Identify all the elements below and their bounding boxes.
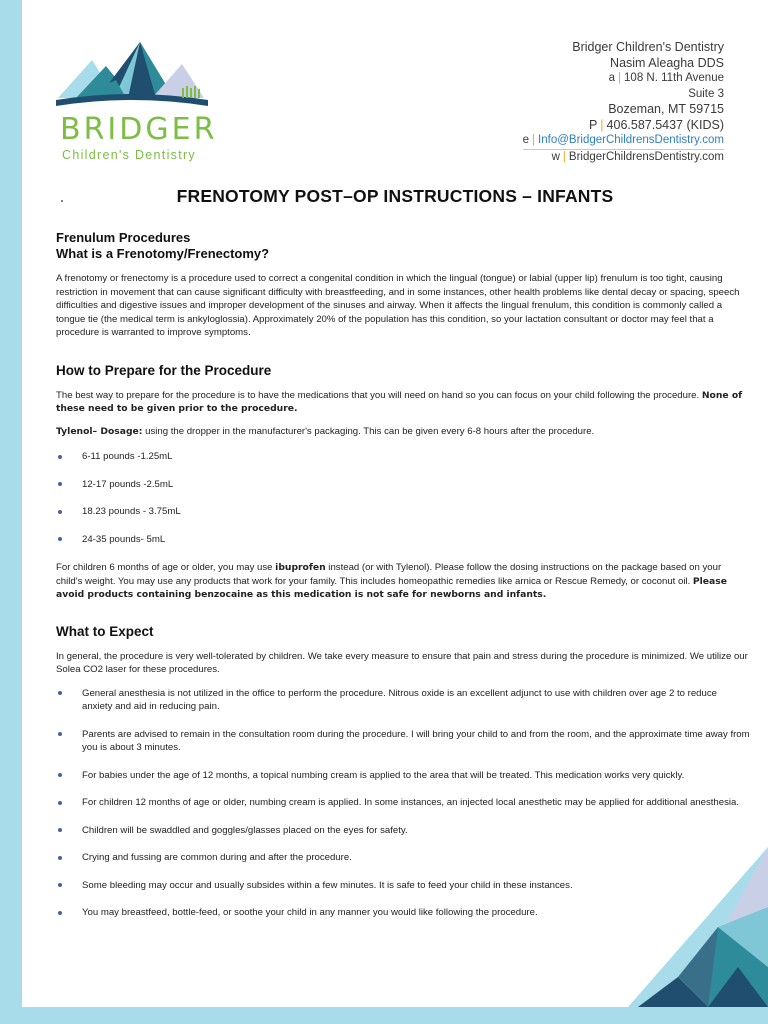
contact-block [523, 40, 724, 165]
phone-number: 406.587.5437 (KIDS) [606, 117, 724, 132]
section-heading-expect: What to Expect [56, 623, 154, 639]
list-item: Children will be swaddled and goggles/glasses placed on the eyes for safety. [56, 824, 750, 838]
doctor-name: Nasim Aleagha DDS [610, 55, 724, 70]
list-item: 24-35 pounds- 5mL [56, 533, 750, 547]
list-item: Some bleeding may occur and usually subsides within a few minutes. It is safe to feed your child in these instances. [56, 879, 750, 893]
list-item: General anesthesia is not utilized in the office to perform the procedure. Nitrous oxide is an excellent adjunct to use with children over age 2 to reduce anxiety and aid in reducing pain. [56, 687, 750, 714]
address-street: 108 N. 11th Avenue [624, 72, 724, 84]
tylenol-text: using the dropper in the manufacturer's packaging. This can be given every 6-8 hours after the procedure. [142, 425, 595, 437]
website-link[interactable]: BridgerChildrensDentistry.com [568, 150, 724, 163]
tylenol-paragraph [56, 425, 750, 439]
list-item: 18.23 pounds - 3.75mL [56, 505, 750, 519]
mountain-decoration-icon [618, 847, 768, 1007]
frenulum-paragraph: A frenotomy or frenectomy is a procedure used to correct a congenital condition in which the lingual (tongue) or labial (upper lip) frenulum is too tight, causing restriction in movement that can cause significant difficulty with breastfeeding, and in some instances, other health problems like dental decay or spacing, speech difficulties and digestive issues and improper development of the sinuses and airway. When it affects the lingual frenulum, this condition is commonly called a tongue tie (the medical term is ankyloglossia). Approximately 20% of the population has this condition, so your lactation consultant or doctor may feel that a procedure is warranted to improve symptoms. [56, 273, 740, 338]
ibuprofen-text-post: instead (or with Tylenol). Please follow the dosing instructions on the package based on your child's weight. You may use any products that work for your family. This includes homeopathic remedies like arnica or Rescue Remedy, or coconut oil. [56, 562, 722, 587]
separator-icon: | [600, 117, 604, 132]
benzocaine-warning: Please avoid products containing benzocaine as this medication is not safe for newborns and infants. [56, 575, 727, 600]
section-heading-frenulum: Frenulum Procedures [56, 230, 191, 245]
list-item: 6-11 pounds -1.25mL [56, 450, 750, 464]
separator-icon: | [532, 134, 536, 146]
phone-prefix: P [588, 117, 598, 132]
list-item: You may breastfeed, bottle-feed, or soothe your child in any manner you would like following the procedure. [56, 906, 750, 920]
dosage-list [56, 450, 750, 546]
prepare-warning: None of these need to be given prior to the procedure. [56, 389, 743, 414]
document-page [22, 0, 768, 1007]
brand-name: BRIDGER [60, 112, 218, 147]
email-link[interactable]: Info@BridgerChildrensDentistry.com [538, 134, 724, 146]
list-item: 12-17 pounds -2.5mL [56, 478, 750, 492]
separator-icon: | [562, 150, 566, 163]
address-city: Bozeman, MT 59715 [608, 102, 724, 116]
list-item: For children 12 months of age or older, numbing cream is applied. In some instances, an injected local anesthetic may be applied for additional anesthesia. [56, 796, 750, 810]
prepare-text: The best way to prepare for the procedure is to have the medications that you will need on hand so you can focus on your child following the procedure. [56, 389, 702, 401]
ibuprofen-text-pre: For children 6 months of age or older, you may use [56, 562, 276, 573]
brand-subtitle: Children's Dentistry [62, 148, 196, 162]
prepare-paragraph [56, 389, 750, 416]
section-heading-prepare: How to Prepare for the Procedure [56, 362, 272, 378]
list-item: Parents are advised to remain in the consultation room during the procedure. I will bring your child to and from the room, and the approximate time away from you is about 3 minutes. [56, 728, 750, 755]
separator-icon: | [618, 72, 622, 84]
address-suite: Suite 3 [688, 87, 724, 100]
expect-intro: In general, the procedure is very well-tolerated by children. We take every measure to ensure that pain and stress during the procedure is minimized. We utilize our Solea CO2 laser for these procedures. [56, 650, 748, 675]
address-line [523, 71, 724, 87]
address-prefix: a [608, 72, 616, 84]
list-item: For babies under the age of 12 months, a topical numbing cream is applied to the area that will be treated. This medication works very quickly. [56, 769, 750, 783]
ibuprofen-bold: ibuprofen [275, 562, 326, 573]
page-title: FRENOTOMY POST–OP INSTRUCTIONS – INFANTS [176, 186, 614, 206]
section-subheading-frenotomy: What is a Frenotomy/Frenectomy? [56, 246, 270, 261]
list-item: Crying and fussing are common during and after the procedure. [56, 851, 750, 865]
tylenol-label: Tylenol– Dosage: [56, 425, 143, 437]
practice-name: Bridger Children's Dentistry [572, 40, 724, 54]
web-prefix: w [551, 150, 560, 163]
email-prefix: e [522, 134, 530, 146]
mountain-logo-icon [54, 36, 214, 116]
ibuprofen-paragraph [56, 561, 750, 602]
content [56, 230, 750, 920]
